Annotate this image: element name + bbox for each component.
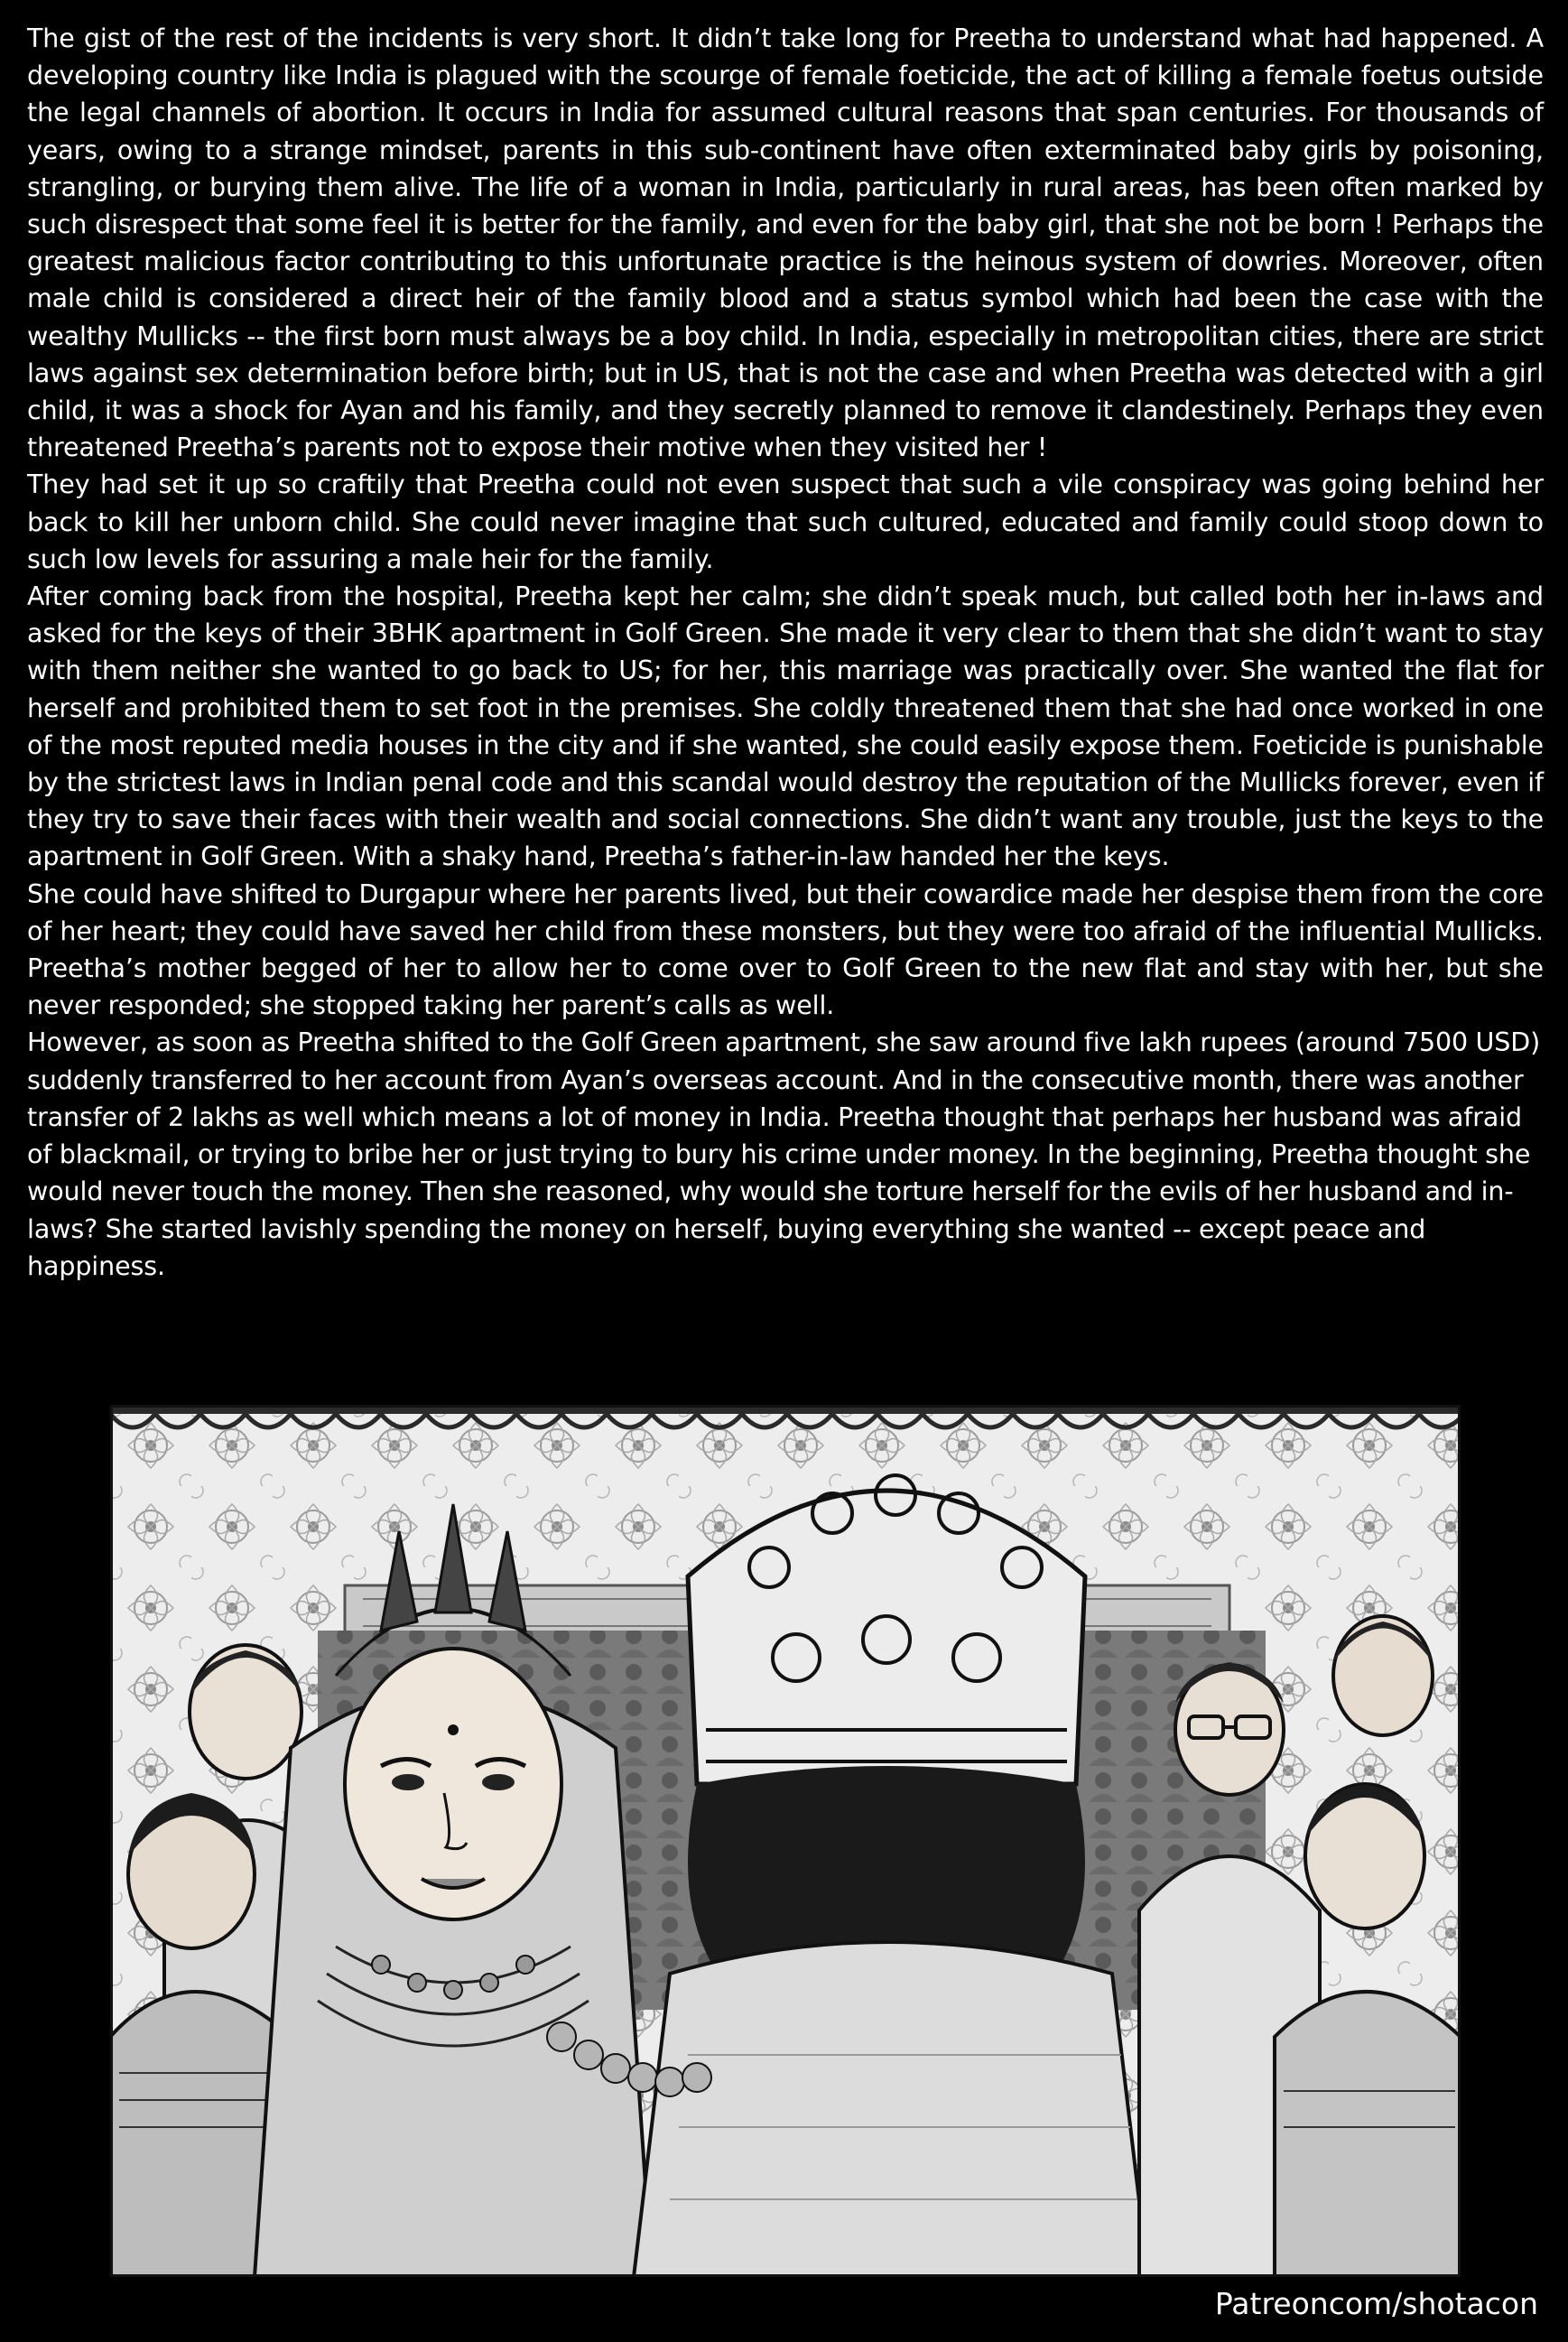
story-paragraph: However, as soon as Preetha shifted to the Golf Green apartment, she saw around five lakh rupees (around 7500 USD) suddenly transferred to her account from Ayan’s overseas account. And in the consecutive month, there was another transfer of 2 lakhs as well which means a lot of money in India. Preetha thought that perhaps her husband was afraid of blackmail, or trying to bribe her or just trying to bury his crime under money. In the beginning, Preetha thought she would never touch the money. Then she reasoned, why would she torture herself for the evils of her husband and in-laws? She started lavishly spending the money on herself, buying everything she wanted -- except peace and happiness. [27,1027,1541,1281]
groom [634,1475,1148,2277]
story-paragraph: The gist of the rest of the incidents is very short. It didn’t take long for Preetha to understand what had happened. A developing country like India is plagued with the scourge of female foeticide, the act of killing a female foetus outside the legal channels of abortion. It occurs in India for assumed cultural reasons that span centuries. For thousands of years, owing to a strange mindset, parents in this sub-continent have often exterminated baby girls by poisoning, strangling, or burying them alive. The life of a woman in India, particularly in rural areas, has been often marked by such disrespect that some feel it is better for the family, and even for the baby girl, that she not be born ! Perhaps the greatest malicious factor contributing to this unfortunate practice is the heinous system of dowries. Moreover, often male child is considered a direct heir of the family blood and a status symbol which had been the case with the wealthy Mullicks -- the first born must always be a boy child. In India, especially in metropolitan cities, there are strict laws against sex determination before birth; but in US, that is not the case and when Preetha was detected with a girl child, it was a shock for Ayan and his family, and they secretly planned to remove it clandestinely. Perhaps they even threatened Preetha’s parents not to expose their motive when they visited her ! [27,23,1544,463]
story-paragraph: She could have shifted to Durgapur where her parents lived, but their cowardice made her despise them from the core of her heart; they could have saved her child from these monsters, but they were too afraid of the influential Mullicks. Preetha’s mother begged of her to allow her to come over to Golf Green to the new flat and stay with her, but she never responded; she stopped taking her parent’s calls as well. [27,878,1544,1021]
illustration-drawing [110,1405,1461,2277]
story-paragraph: After coming back from the hospital, Preetha kept her calm; she didn’t speak much, but called both her in-laws and asked for the keys of their 3BHK apartment in Golf Green. She made it very clear to them that she didn’t want to stay with them neither she wanted to go back to US; for her, this marriage was practically over. She wanted the flat for herself and prohibited them to set foot in the premises. She coldly threatened them that she had once worked in one of the most reputed media houses in the city and if she wanted, she could easily expose them. Foeticide is punishable by the strictest laws in Indian penal code and this scandal would destroy the reputation of the Mullicks forever, even if they try to save their faces with their wealth and social connections. She didn’t want any trouble, just the keys to the apartment in Golf Green. With a shaky hand, Preetha’s father-in-law handed her the keys. [27,581,1544,872]
story-paragraph: They had set it up so craftily that Preetha could not even suspect that such a vile conspiracy was going behind her back to kill her unborn child. She could never imagine that such cultured, educated and family could stoop down to such low levels for assuring a male heir for the family. [27,469,1544,574]
credit-text: Patreoncom/shotacon [1214,2286,1538,2321]
story-text [27,20,1544,1285]
wedding-ceremony-illustration [110,1405,1461,2277]
